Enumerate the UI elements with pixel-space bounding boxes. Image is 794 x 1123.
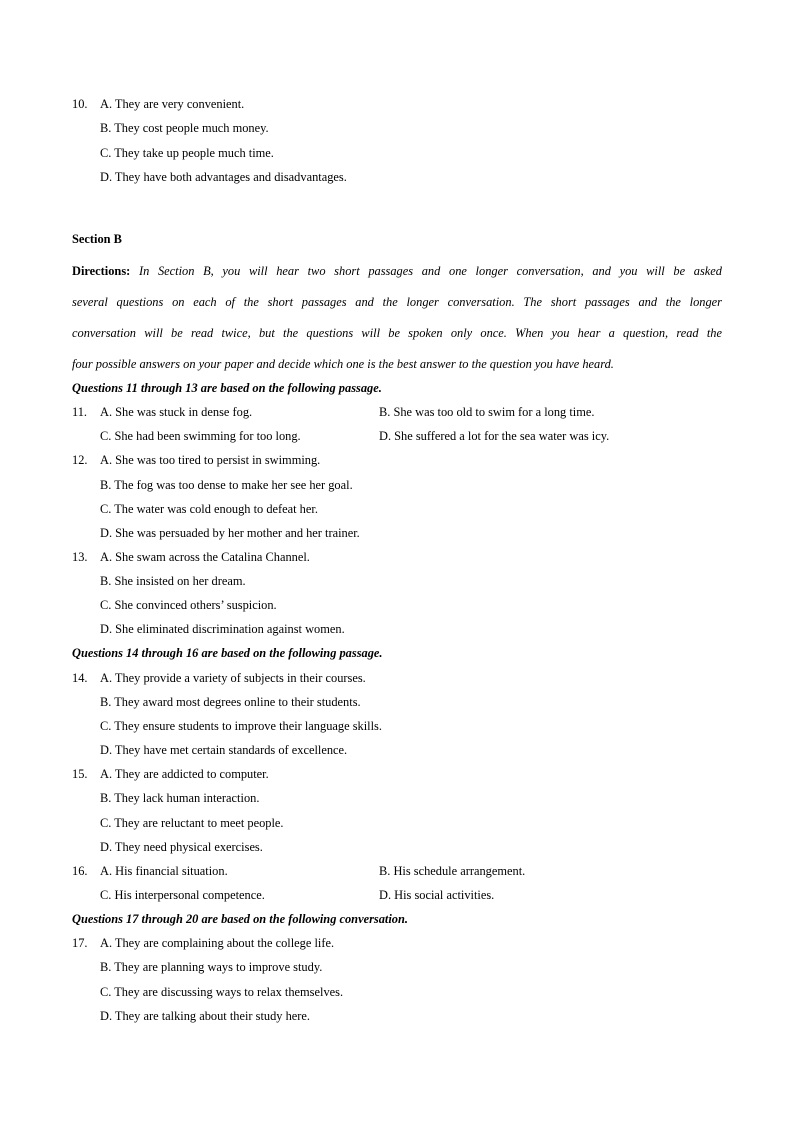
question-12-option-c: C. The water was cold enough to defeat her. [100,502,318,516]
question-17-number: 17. [72,936,88,950]
question-12-option-b: B. The fog was too dense to make her see her goal. [100,478,353,492]
directions-line-1 [72,263,722,279]
directions-text-1: In Section B, you will hear two short passages and one longer conversation, and you will be asked [130,264,722,278]
question-13-number: 13. [72,550,88,564]
question-10-option-d: D. They have both advantages and disadvantages. [100,170,347,184]
directions-line-2: several questions on each of the short passages and the longer conversation. The short passages and the longer [72,295,722,309]
question-11-option-d: D. She suffered a lot for the sea water was icy. [379,429,610,443]
question-10-option-b: B. They cost people much money. [100,121,269,135]
question-16-option-b: B. His schedule arrangement. [379,864,526,878]
group-heading-11-13: Questions 11 through 13 are based on the following passage. [72,381,382,395]
question-15-option-a: A. They are addicted to computer. [100,767,269,781]
question-11-option-c: C. She had been swimming for too long. [100,429,301,443]
question-14-number: 14. [72,671,88,685]
question-15-option-c: C. They are reluctant to meet people. [100,816,284,830]
question-16-number: 16. [72,864,88,878]
question-15-option-d: D. They need physical exercises. [100,840,263,854]
question-16-option-c: C. His interpersonal competence. [100,888,265,902]
question-11-number: 11. [72,405,88,419]
question-14-option-d: D. They have met certain standards of excellence. [100,743,348,757]
question-13-option-c: C. She convinced others’ suspicion. [100,598,277,612]
group-heading-17-20: Questions 17 through 20 are based on the following conversation. [72,912,408,926]
question-13-option-b: B. She insisted on her dream. [100,574,246,588]
question-10-option-a: A. They are very convenient. [100,97,245,111]
question-10-option-c: C. They take up people much time. [100,146,274,160]
question-14-option-c: C. They ensure students to improve their language skills. [100,719,382,733]
question-15-option-b: B. They lack human interaction. [100,791,260,805]
question-16-option-d: D. His social activities. [379,888,495,902]
question-17-option-b: B. They are planning ways to improve study. [100,960,323,974]
question-17-option-a: A. They are complaining about the college life. [100,936,335,950]
group-heading-14-16: Questions 14 through 16 are based on the following passage. [72,646,383,660]
question-12-option-d: D. She was persuaded by her mother and her trainer. [100,526,360,540]
question-15-number: 15. [72,767,88,781]
question-12-option-a: A. She was too tired to persist in swimming. [100,453,321,467]
directions-label: Directions: [72,264,131,278]
question-13-option-d: D. She eliminated discrimination against women. [100,622,345,636]
question-12-number: 12. [72,453,88,467]
question-14-option-b: B. They award most degrees online to their students. [100,695,361,709]
question-17-option-d: D. They are talking about their study here. [100,1009,311,1023]
question-11-option-b: B. She was too old to swim for a long time. [379,405,595,419]
directions-line-3: conversation will be read twice, but the questions will be spoken only once. When you hear a question, read the [72,326,722,340]
question-10-number: 10. [72,97,88,111]
question-11-option-a: A. She was stuck in dense fog. [100,405,253,419]
directions-line-4: four possible answers on your paper and decide which one is the best answer to the question you have heard. [72,357,614,371]
question-16-option-a: A. His financial situation. [100,864,228,878]
question-13-option-a: A. She swam across the Catalina Channel. [100,550,310,564]
section-b-heading: Section B [72,232,122,246]
question-17-option-c: C. They are discussing ways to relax themselves. [100,985,344,999]
question-14-option-a: A. They provide a variety of subjects in their courses. [100,671,366,685]
